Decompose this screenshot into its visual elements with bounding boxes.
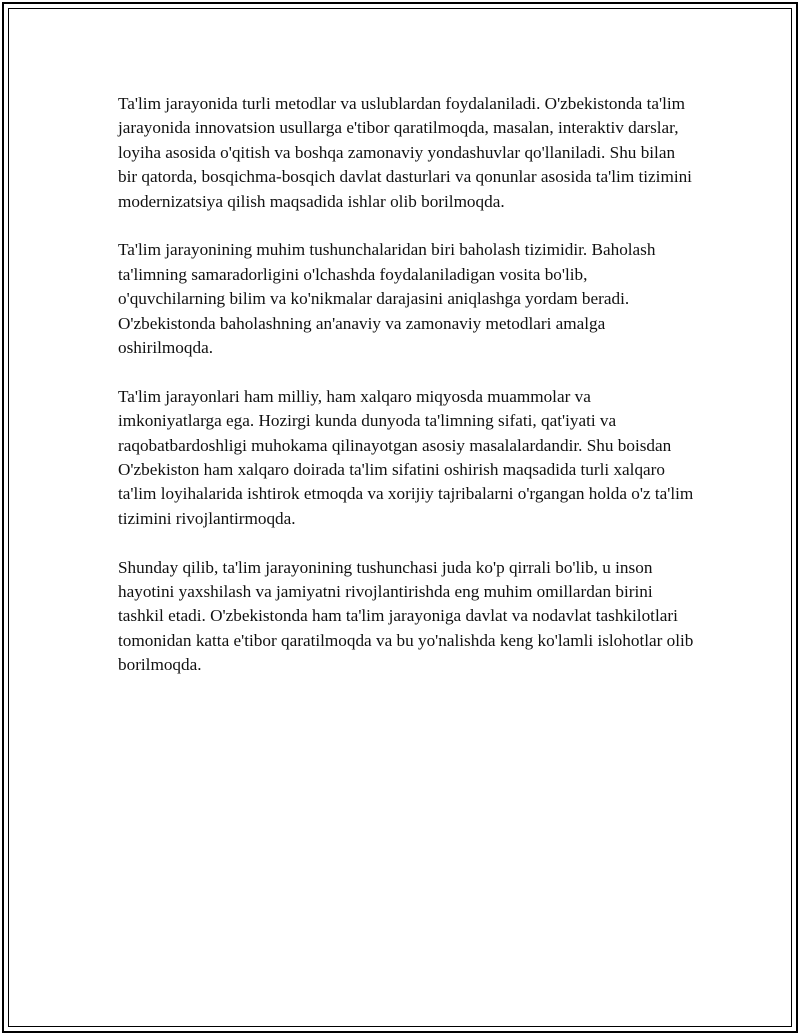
- paragraph-4: Shunday qilib, ta'lim jarayonining tushunchasi juda ko'p qirrali bo'lib, u inson hayotini yaxshilash va jamiyatni rivojlantirishda eng muhim omillardan birini tashkil etadi. O'zbekistonda ham ta'lim jarayoniga davlat va nodavlat tashkilotlari tomonidan katta e'tibor qaratilmoqda va bu yo'nalishda keng ko'lamli islohotlar olib borilmoqda.: [118, 557, 694, 675]
- paragraph-3: Ta'lim jarayonlari ham milliy, ham xalqaro miqyosda muammolar va imkoniyatlarga ega. Hozirgi kunda dunyoda ta'limning sifati, qat'iyati va raqobatbardoshligi muhokama qilinayotgan asosiy masalalardandir. Shu boisdan O'zbekiston ham xalqaro doirada ta'lim sifatini oshirish maqsadida turli xalqaro ta'lim loyihalarida ishtirok etmoqda va xorijiy tajribalarni o'rgangan holda o'z ta'lim tizimini rivojlantirmoqda.: [118, 386, 694, 528]
- paragraph-2: Ta'lim jarayonining muhim tushunchalaridan biri baholash tizimidir. Baholash ta'limning samaradorligini o'lchashda foydalaniladigan vosita bo'lib, o'quvchilarning bilim va ko'nikmalar darajasini aniqlashga yordam beradi. O'zbekistonda baholashning an'anaviy va zamonaviy metodlari amalga oshirilmoqda.: [118, 240, 656, 358]
- document-body: [118, 92, 698, 702]
- paragraph-1: Ta'lim jarayonida turli metodlar va uslublardan foydalaniladi. O'zbekistonda ta'lim jarayonida innovatsion usullarga e'tibor qaratilmoqda, masalan, interaktiv darslar, loyiha asosida o'qitish va boshqa zamonaviy yondashuvlar qo'llaniladi. Shu bilan bir qatorda, bosqichma-bosqich davlat dasturlari va qonunlar asosida ta'lim tizimini modernizatsiya qilish maqsadida ishlar olib borilmoqda.: [118, 94, 692, 211]
